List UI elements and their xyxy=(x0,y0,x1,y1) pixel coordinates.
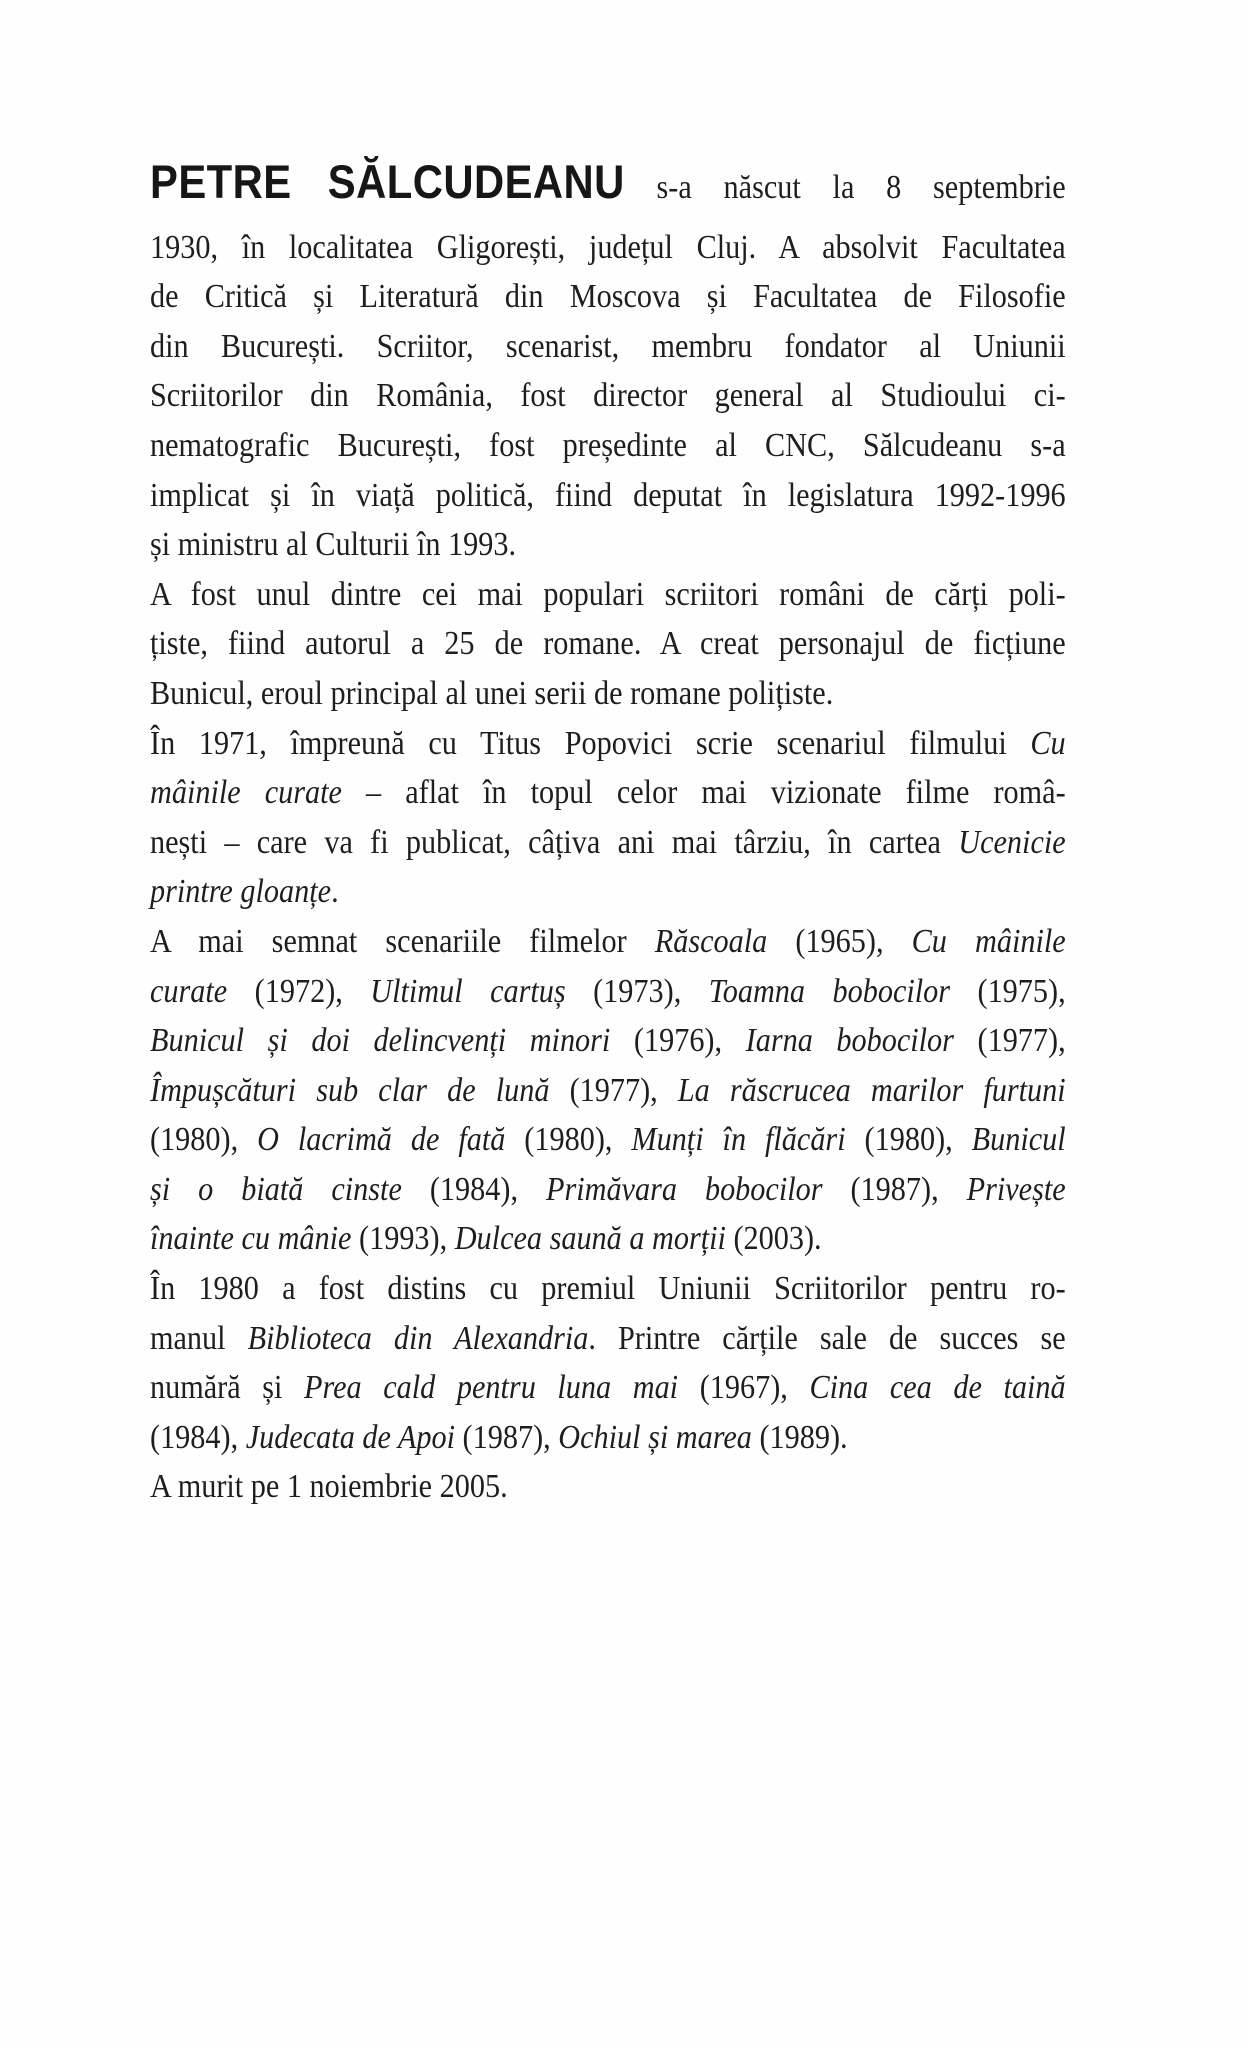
text-line xyxy=(150,669,1066,719)
book-title-italic: Prea cald pentru luna mai xyxy=(304,1369,679,1407)
book-title-italic: Ochiul și marea xyxy=(558,1418,752,1456)
text-run: (1967), xyxy=(678,1369,810,1407)
text-line xyxy=(150,1115,1066,1165)
text-run: . xyxy=(331,873,339,911)
text-run: s-a născut la 8 septembrie xyxy=(624,169,1066,206)
book-title-italic: Privește xyxy=(966,1170,1066,1208)
text-line xyxy=(150,1214,1066,1264)
text-run: (1987), xyxy=(822,1170,967,1208)
book-title-italic: Toamna bobocilor xyxy=(708,972,951,1010)
text-run: În 1980 a fost distins cu premiul Uniunii Scriitorilor pentru ro- xyxy=(150,1270,1066,1308)
text-run: (1976), xyxy=(610,1022,746,1060)
book-title-italic: Bunicul xyxy=(971,1121,1066,1159)
book-title-italic: printre gloanțe xyxy=(150,873,332,911)
book-title-italic: Cu mâinile xyxy=(911,922,1066,960)
text-line xyxy=(150,1264,1066,1314)
text-line xyxy=(150,768,1066,818)
book-title-italic: Iarna bobocilor xyxy=(745,1022,954,1060)
book-title-italic: Răscoala xyxy=(654,922,768,960)
text-run: numără și xyxy=(150,1369,305,1407)
text-run: (1977), xyxy=(953,1022,1066,1060)
text-run: (1972), xyxy=(227,972,371,1010)
book-title-italic: Ultimul cartuș xyxy=(370,972,566,1010)
text-run: (1984), xyxy=(150,1418,246,1456)
text-line xyxy=(150,272,1066,322)
text-run: (1993), xyxy=(351,1220,455,1258)
text-line xyxy=(150,421,1066,471)
text-line xyxy=(150,157,1066,213)
text-line xyxy=(150,322,1066,372)
text-run: (1989). xyxy=(751,1418,848,1456)
book-title-italic: La răscrucea marilor furtuni xyxy=(677,1071,1066,1109)
text-run: manul xyxy=(150,1319,248,1357)
biography-text xyxy=(150,157,1066,1512)
book-title-italic: înainte cu mânie xyxy=(150,1220,352,1258)
book-title-italic: Bunicul și doi delincvenți minori xyxy=(150,1022,611,1060)
book-title-italic: O lacrimă de fată xyxy=(257,1121,506,1159)
text-line xyxy=(150,471,1066,521)
text-run: A murit pe 1 noiembrie 2005. xyxy=(150,1468,508,1506)
text-run: nești – care va fi publicat, câțiva ani mai târziu, în cartea xyxy=(150,823,959,861)
text-line xyxy=(150,1066,1066,1116)
text-run: A mai semnat scenariile filmelor xyxy=(150,922,655,960)
book-title-italic: mâinile curate xyxy=(150,774,342,812)
text-line xyxy=(150,818,1066,868)
book-title-italic: Cu xyxy=(1030,724,1066,762)
book-title-italic: și o biată cinste xyxy=(150,1170,402,1208)
text-run: de Critică și Literatură din Moscova și Facultatea de Filosofie xyxy=(150,278,1066,316)
text-line xyxy=(150,967,1066,1017)
text-line xyxy=(150,917,1066,967)
author-name-heading: PETRE SĂLCUDEANU xyxy=(150,155,625,208)
text-run: (1973), xyxy=(565,972,709,1010)
text-run: (1977), xyxy=(549,1071,678,1109)
book-title-italic: Împușcături sub clar de lună xyxy=(150,1071,550,1109)
text-run: din București. Scriitor, scenarist, membru fondator al Uniunii xyxy=(150,327,1066,365)
text-line xyxy=(150,1413,1066,1463)
book-title-italic: Dulcea saună a morții xyxy=(454,1220,726,1258)
text-run: – aflat în topul celor mai vizionate filme româ- xyxy=(341,774,1066,812)
text-line xyxy=(150,1016,1066,1066)
text-line xyxy=(150,371,1066,421)
book-title-italic: Cina cea de taină xyxy=(809,1369,1066,1407)
text-line xyxy=(150,619,1066,669)
book-title-italic: Biblioteca din Alexandria xyxy=(247,1319,589,1357)
text-run: . Printre cărțile sale de succes se xyxy=(588,1319,1066,1357)
text-run: țiste, fiind autorul a 25 de romane. A creat personajul de ficțiune xyxy=(150,625,1066,663)
text-run: Bunicul, eroul principal al unei serii de romane polițiste. xyxy=(150,674,834,712)
book-title-italic: Primăvara bobocilor xyxy=(545,1170,823,1208)
text-line xyxy=(150,1363,1066,1413)
text-run: și ministru al Culturii în 1993. xyxy=(150,526,517,564)
text-line xyxy=(150,1165,1066,1215)
text-run: (1975), xyxy=(950,972,1066,1010)
text-run: implicat și în viață politică, fiind deputat în legislatura 1992-1996 xyxy=(150,476,1066,514)
text-run: (1965), xyxy=(767,922,912,960)
text-run: (2003). xyxy=(725,1220,822,1258)
text-line xyxy=(150,223,1066,273)
book-title-italic: curate xyxy=(150,972,228,1010)
text-line xyxy=(150,719,1066,769)
book-title-italic: Judecata de Apoi xyxy=(245,1418,455,1456)
text-run: (1980), xyxy=(505,1121,632,1159)
text-run: A fost unul dintre cei mai populari scriitori români de cărți poli- xyxy=(150,575,1066,613)
text-line xyxy=(150,1462,1066,1512)
text-line xyxy=(150,520,1066,570)
book-title-italic: Ucenicie xyxy=(958,823,1066,861)
book-title-italic: Munți în flăcări xyxy=(631,1121,846,1159)
text-run: (1987), xyxy=(454,1418,559,1456)
text-run: (1980), xyxy=(845,1121,972,1159)
text-run: În 1971, împreună cu Titus Popovici scrie scenariul filmului xyxy=(150,724,1031,762)
text-line xyxy=(150,570,1066,620)
text-line xyxy=(150,1314,1066,1364)
text-run: 1930, în localitatea Gligorești, județul Cluj. A absolvit Facultatea xyxy=(150,228,1066,266)
text-run: (1980), xyxy=(150,1121,258,1159)
text-run: nematografic București, fost președinte al CNC, Sălcudeanu s-a xyxy=(150,426,1066,464)
text-line xyxy=(150,867,1066,917)
text-run: Scriitorilor din România, fost director general al Studioului ci- xyxy=(150,377,1066,415)
text-run: (1984), xyxy=(401,1170,546,1208)
